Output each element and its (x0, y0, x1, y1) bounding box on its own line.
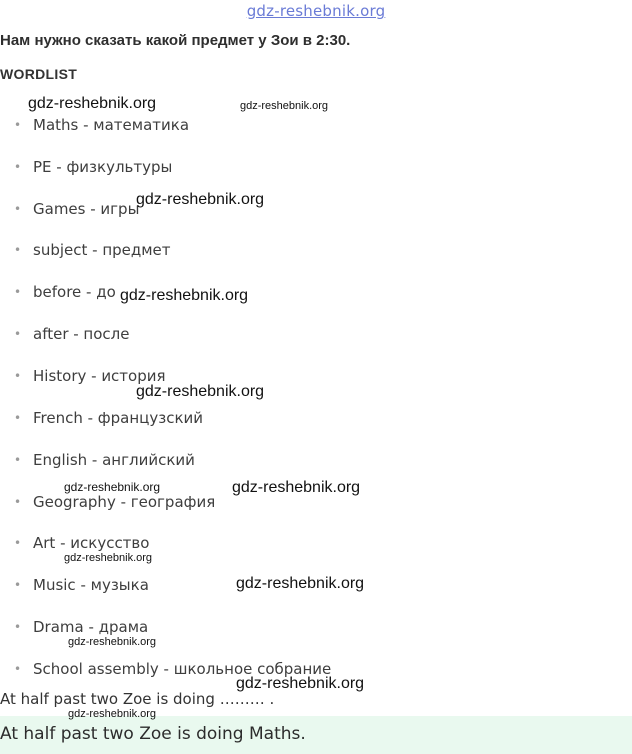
watermark-text: gdz-reshebnik.org (28, 95, 157, 112)
watermark-text: gdz-reshebnik.org (64, 552, 153, 564)
watermark-text: gdz-reshebnik.org (232, 479, 361, 496)
wordlist-heading: WORDLIST (0, 66, 78, 82)
list-item (14, 573, 149, 597)
bullet-icon: • (14, 536, 22, 550)
list-item (14, 197, 139, 221)
list-item-label: French - французский (33, 409, 204, 427)
list-item-label: PE - физкультуры (33, 158, 173, 176)
list-item-label: Art - искусство (33, 534, 150, 552)
watermark-text: gdz-reshebnik.org (120, 287, 249, 304)
list-item-label: Geography - география (33, 493, 216, 511)
list-item-label: English - английский (33, 451, 195, 469)
bullet-icon: • (14, 495, 22, 509)
bullet-icon: • (14, 118, 22, 132)
bullet-icon: • (14, 202, 22, 216)
list-item (14, 280, 116, 304)
watermark-text: gdz-reshebnik.org (236, 575, 365, 592)
bullet-icon: • (14, 369, 22, 383)
list-item-label: Maths - математика (33, 116, 190, 134)
list-item-label: after - после (33, 325, 130, 343)
bullet-icon: • (14, 662, 22, 676)
list-item (14, 322, 129, 346)
list-item-label: Games - игры (33, 200, 140, 218)
bullet-icon: • (14, 411, 22, 425)
list-item (14, 448, 195, 472)
bullet-icon: • (14, 327, 22, 341)
list-item (14, 113, 189, 137)
answer-box (0, 716, 632, 754)
list-item-label: History - история (33, 367, 166, 385)
watermark-text: gdz-reshebnik.org (68, 708, 157, 720)
watermark-text: gdz-reshebnik.org (136, 383, 265, 400)
bullet-icon: • (14, 578, 22, 592)
bullet-icon: • (14, 285, 22, 299)
list-item-label: Drama - драма (33, 618, 149, 636)
list-item-label: before - до (33, 283, 116, 301)
watermark-text: gdz-reshebnik.org (136, 191, 265, 208)
bullet-icon: • (14, 453, 22, 467)
watermark-text: gdz-reshebnik.org (236, 675, 365, 692)
watermark-text: gdz-reshebnik.org (240, 100, 329, 112)
list-item-label: Music - музыка (33, 576, 149, 594)
list-item (14, 155, 172, 179)
bullet-icon: • (14, 243, 22, 257)
answer-text: At half past two Zoe is doing Maths. (0, 724, 306, 744)
watermark-text: gdz-reshebnik.org (64, 480, 161, 494)
bullet-icon: • (14, 160, 22, 174)
list-item (14, 406, 203, 430)
list-item (14, 238, 171, 262)
question-text: Нам нужно сказать какой предмет у Зои в 2:30. (0, 32, 351, 49)
list-item-label: subject - предмет (33, 241, 171, 259)
watermark-text: gdz-reshebnik.org (68, 636, 157, 648)
exercise-sentence: At half past two Zoe is doing ……… . (0, 690, 275, 708)
site-header-watermark[interactable]: gdz-reshebnik.org (246, 2, 386, 20)
bullet-icon: • (14, 620, 22, 634)
list-item-label: School assembly - школьное собрание (33, 660, 332, 678)
